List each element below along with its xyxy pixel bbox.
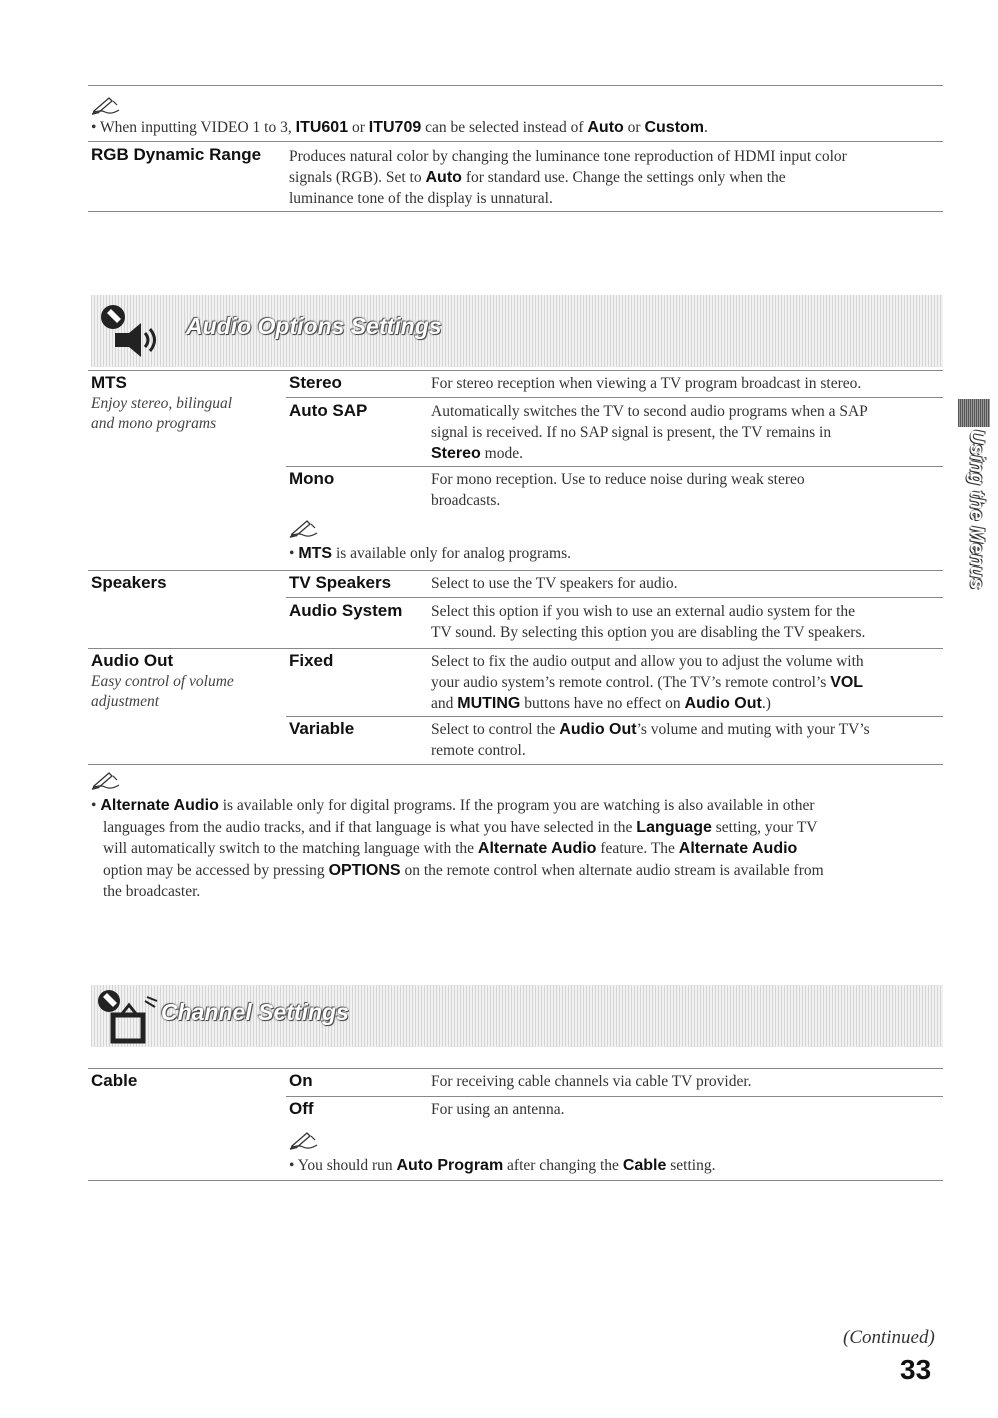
speakers-tv-desc: Select to use the TV speakers for audio.	[431, 575, 678, 592]
mts-auto-sap-desc: Automatically switches the TV to second audio programs when a SAP signal is received. If no SAP signal is present, the TV remains in Stereo mode.	[431, 403, 868, 462]
note-icon	[91, 95, 121, 115]
top-note: • When inputting VIDEO 1 to 3, ITU601 or ITU709 can be selected instead of Auto or Custom.	[91, 119, 708, 136]
mts-option-stereo: Stereo	[289, 373, 342, 392]
note-icon	[91, 770, 121, 790]
mts-note: • MTS is available only for analog programs.	[289, 545, 571, 562]
cable-option-off: Off	[289, 1099, 314, 1118]
alternate-audio-note: • Alternate Audio is available only for digital programs. If the program you are watching is also available in other languages from the audio tracks, and if that language is what you have selected in the Language setting, your TV will automatically switch to the matching language with the Alternate Audio feature. The Alternate Audio option may be accessed by pressing OPTIONS on the remote control when alternate audio stream is available from the broadcaster.	[91, 797, 824, 900]
rgb-dynamic-range-desc: Produces natural color by changing the luminance tone reproduction of HDMI input color signals (RGB). Set to Auto for standard use. Change the settings only when the luminance tone of the display is unnatural.	[289, 148, 847, 207]
continued-label: (Continued)	[843, 1327, 935, 1348]
cable-on-desc: For receiving cable channels via cable TV provider.	[431, 1073, 752, 1090]
mts-subtitle: Enjoy stereo, bilingual and mono programs	[91, 395, 233, 432]
mts-label: MTS	[91, 373, 127, 392]
mts-mono-desc: For mono reception. Use to reduce noise during weak stereo broadcasts.	[431, 471, 805, 509]
audio-out-option-fixed: Fixed	[289, 651, 334, 670]
wrench-speaker-icon	[95, 299, 165, 363]
cable-option-on: On	[289, 1071, 313, 1090]
audio-out-label: Audio Out	[91, 651, 174, 670]
mts-option-auto-sap: Auto SAP	[289, 401, 368, 420]
cable-note: • You should run Auto Program after changing the Cable setting.	[289, 1157, 716, 1174]
rgb-dynamic-range-label: RGB Dynamic Range	[91, 145, 262, 164]
mts-stereo-desc: For stereo reception when viewing a TV program broadcast in stereo.	[431, 375, 862, 392]
audio-out-fixed-desc: Select to fix the audio output and allow you to adjust the volume with your audio system’s remote control. (The TV’s remote control’s VOL and MUTING buttons have no effect on Audio Out.)	[431, 653, 864, 712]
page-number: 33	[900, 1354, 932, 1385]
audio-out-subtitle: Easy control of volume adjustment	[91, 673, 234, 710]
note-icon	[289, 1130, 319, 1150]
audio-options-title: Audio Options Settings	[186, 313, 442, 339]
audio-options-banner	[91, 295, 943, 367]
speakers-option-tv: TV Speakers	[289, 573, 392, 592]
wrench-tv-icon	[93, 987, 163, 1047]
speakers-option-audio-system: Audio System	[289, 601, 403, 620]
note-icon	[289, 518, 319, 538]
section-tab-label: Using the Menus	[965, 429, 988, 590]
audio-out-variable-desc: Select to control the Audio Out’s volume and muting with your TV’s remote control.	[431, 721, 870, 759]
audio-out-option-variable: Variable	[289, 719, 355, 738]
section-tab-marker	[958, 399, 990, 427]
cable-off-desc: For using an antenna.	[431, 1101, 565, 1118]
speakers-label: Speakers	[91, 573, 167, 592]
channel-settings-banner	[91, 985, 943, 1047]
speakers-audio-system-desc: Select this option if you wish to use an external audio system for the TV sound. By selecting this option you are disabling the TV speakers.	[431, 603, 866, 641]
channel-settings-title: Channel Settings	[161, 999, 349, 1025]
mts-option-mono: Mono	[289, 469, 335, 488]
cable-label: Cable	[91, 1071, 138, 1090]
